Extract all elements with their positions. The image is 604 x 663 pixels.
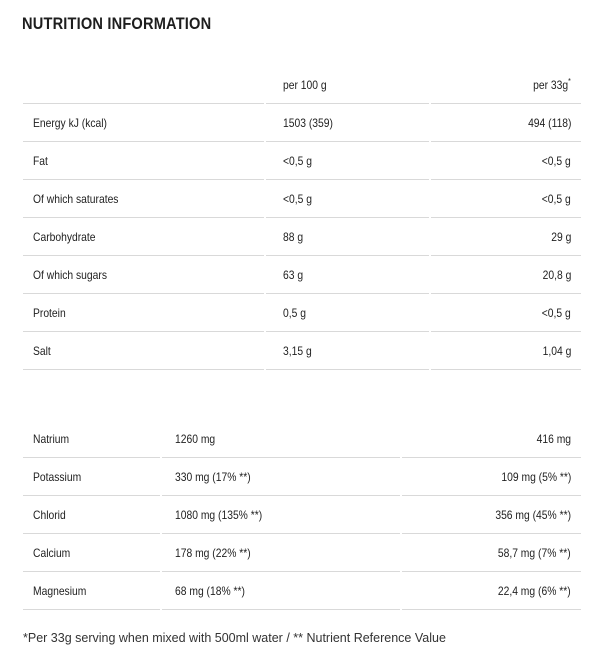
row-per-serving: 356 mg (45% **): [401, 496, 581, 534]
table-row: [23, 142, 581, 180]
row-label: Calcium: [23, 534, 161, 572]
row-label: Salt: [23, 332, 269, 370]
row-per-100g: 63 g: [269, 256, 439, 294]
row-label: Protein: [23, 294, 269, 332]
row-label: Carbohydrate: [23, 218, 269, 256]
row-per-serving: 58,7 mg (7% **): [401, 534, 581, 572]
table-header-row: [23, 66, 581, 104]
table-row: [23, 332, 581, 370]
row-label: Magnesium: [23, 572, 161, 610]
header-per-serving: per 33g*: [439, 66, 581, 104]
row-per-100g: 1260 mg: [161, 420, 401, 458]
row-label: Fat: [23, 142, 269, 180]
row-per-100g: 3,15 g: [269, 332, 439, 370]
row-per-100g: 1080 mg (135% **): [161, 496, 401, 534]
row-per-serving: 494 (118): [439, 104, 581, 142]
page-title: NUTRITION INFORMATION: [22, 14, 212, 33]
header-per-100g: per 100 g: [269, 66, 439, 104]
row-label: Chlorid: [23, 496, 161, 534]
row-per-serving: 1,04 g: [439, 332, 581, 370]
row-per-100g: <0,5 g: [269, 180, 439, 218]
table-row: [23, 180, 581, 218]
row-per-100g: 330 mg (17% **): [161, 458, 401, 496]
column-divider: [429, 66, 431, 370]
header-label-cell: [23, 66, 269, 104]
row-per-100g: 0,5 g: [269, 294, 439, 332]
row-per-serving: <0,5 g: [439, 294, 581, 332]
serving-footnote-mark: *: [568, 77, 571, 86]
column-divider: [400, 420, 402, 610]
row-label: Of which sugars: [23, 256, 269, 294]
table-row: [23, 496, 581, 534]
row-per-100g: 88 g: [269, 218, 439, 256]
row-per-100g: 68 mg (18% **): [161, 572, 401, 610]
row-per-serving: 20,8 g: [439, 256, 581, 294]
row-per-100g: 1503 (359): [269, 104, 439, 142]
row-per-serving: <0,5 g: [439, 180, 581, 218]
nutrition-table: [23, 66, 581, 370]
table-row: [23, 104, 581, 142]
table-row: [23, 420, 581, 458]
table-row: [23, 534, 581, 572]
row-label: Natrium: [23, 420, 161, 458]
table-row: [23, 294, 581, 332]
table-row: [23, 218, 581, 256]
column-divider: [264, 66, 266, 370]
column-divider: [160, 420, 162, 610]
row-label: Of which saturates: [23, 180, 269, 218]
footnote: *Per 33g serving when mixed with 500ml water / ** Nutrient Reference Value: [23, 631, 446, 645]
row-per-serving: 416 mg: [401, 420, 581, 458]
row-per-serving: <0,5 g: [439, 142, 581, 180]
table-row: [23, 256, 581, 294]
minerals-table: [23, 420, 581, 610]
row-label: Energy kJ (kcal): [23, 104, 269, 142]
table-row: [23, 458, 581, 496]
row-per-100g: 178 mg (22% **): [161, 534, 401, 572]
row-per-serving: 109 mg (5% **): [401, 458, 581, 496]
row-per-100g: <0,5 g: [269, 142, 439, 180]
row-label: Potassium: [23, 458, 161, 496]
row-per-serving: 29 g: [439, 218, 581, 256]
table-row: [23, 572, 581, 610]
row-per-serving: 22,4 mg (6% **): [401, 572, 581, 610]
